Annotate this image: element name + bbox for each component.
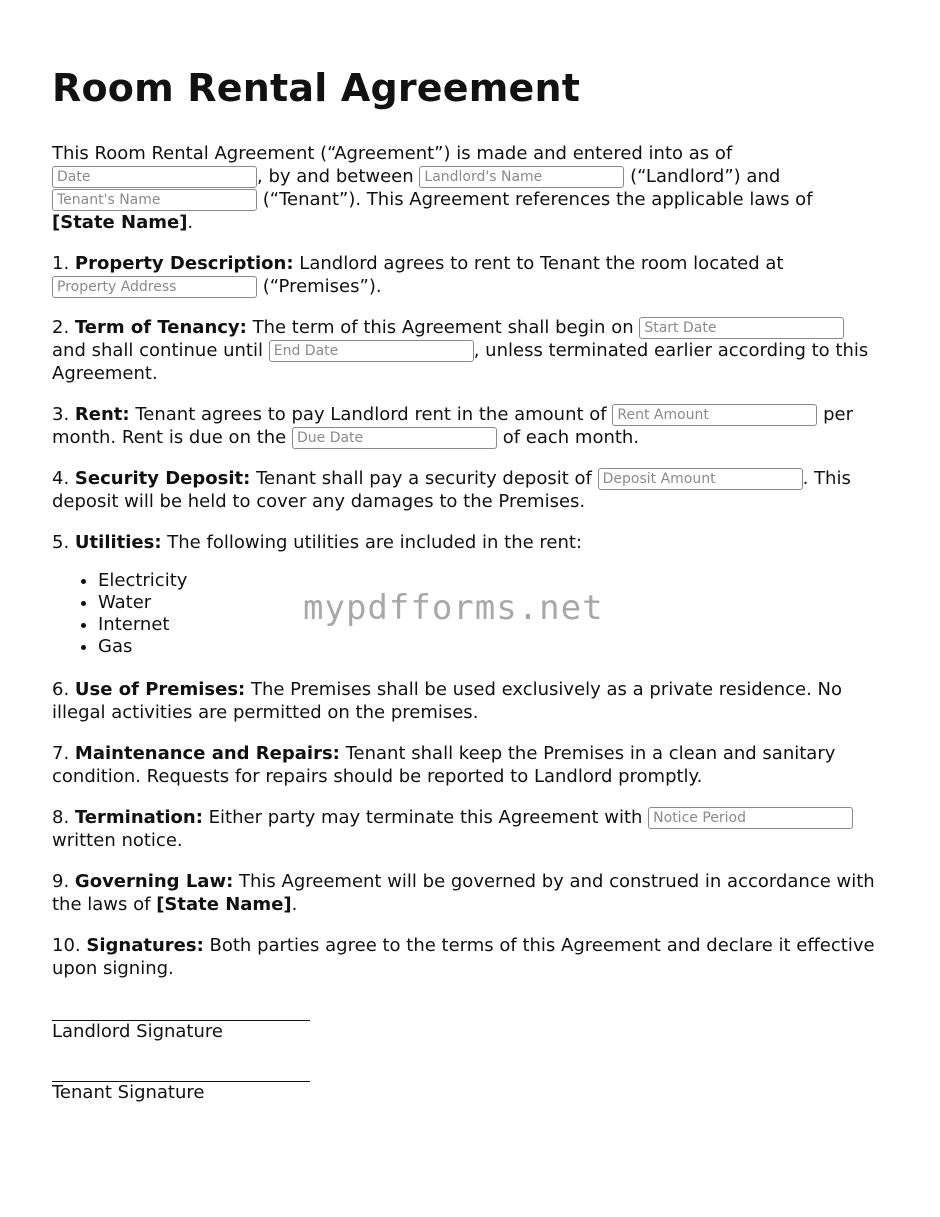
section-text: Tenant shall pay a security deposit of [256,468,592,489]
section-text: Landlord agrees to rent to Tenant the room located at [299,253,784,274]
section-rent [52,403,892,449]
section-text: . This deposit will be held to cover any damages to the Premises. [52,468,851,512]
section-signatures [52,934,892,980]
section-term-of-tenancy [52,316,892,385]
section-text: (“Premises”). [262,276,382,297]
section-heading: Termination: [74,807,203,828]
section-heading: Property Description: [74,253,294,274]
section-heading: Utilities: [74,532,162,553]
intro-text-5: . [187,212,194,233]
section-heading: Rent: [74,404,130,425]
section-maintenance [52,742,892,788]
list-item: • Water [98,592,892,614]
section-heading: Maintenance and Repairs: [74,743,340,764]
section-termination [52,806,892,852]
section-text: The following utilities are included in the rent: [167,532,583,553]
section-number: 4. [52,468,70,489]
section-heading: Signatures: [86,935,204,956]
list-item: • Gas [98,636,892,658]
section-text: per month. Rent is due on the [52,404,854,448]
section-property-description [52,252,892,298]
section-text: The Premises shall be used exclusively as a private residence. No illegal activities are permitted on the premises. [52,679,843,723]
tenant-signature-label: Tenant Signature [52,1082,205,1103]
section-heading: Term of Tenancy: [74,317,247,338]
landlord-name-field[interactable] [419,166,624,188]
section-heading: Governing Law: [74,871,234,892]
date-field[interactable] [52,166,257,188]
section-text: Tenant shall keep the Premises in a clean and sanitary condition. Requests for repairs should be reported to Landlord promptly. [52,743,836,787]
section-number: 9. [52,871,70,892]
tenant-signature-line[interactable] [52,1061,310,1082]
start-date-field[interactable] [639,317,844,339]
intro-text-3: (“Landlord”) and [630,166,781,187]
section-security-deposit [52,467,892,513]
section-utilities [52,531,892,554]
section-text: . [291,894,298,915]
tenant-name-field[interactable] [52,189,257,211]
landlord-signature-block [52,1000,892,1043]
section-text: Either party may terminate this Agreement with [208,807,643,828]
section-text: , unless terminated earlier according to this Agreement. [52,340,869,384]
section-number: 8. [52,807,70,828]
landlord-signature-label: Landlord Signature [52,1021,223,1042]
section-number: 1. [52,253,70,274]
section-governing-law [52,870,892,916]
intro-state-name: [State Name] [52,212,188,233]
list-item: • Electricity [98,570,892,592]
governing-state-name: [State Name] [156,894,292,915]
section-text: Tenant agrees to pay Landlord rent in the amount of [135,404,607,425]
watermark: mypdfforms.net [303,588,604,628]
tenant-signature-block [52,1061,892,1104]
landlord-signature-line[interactable] [52,1000,310,1021]
section-text: of each month. [502,427,640,448]
page-title: Room Rental Agreement [52,66,581,110]
list-item: • Internet [98,614,892,636]
property-address-field[interactable] [52,276,257,298]
section-text: Both parties agree to the terms of this Agreement and declare it effective upon signing. [52,935,875,979]
end-date-field[interactable] [269,340,474,362]
section-heading: Security Deposit: [74,468,251,489]
section-number: 10. [52,935,81,956]
intro-paragraph [52,142,892,234]
section-number: 5. [52,532,70,553]
section-text: The term of this Agreement shall begin on [252,317,634,338]
section-text: and shall continue until [52,340,263,361]
section-use-of-premises [52,678,892,724]
section-text: written notice. [52,830,183,851]
section-number: 3. [52,404,70,425]
section-text: This Agreement will be governed by and construed in accordance with the laws of [52,871,875,915]
section-number: 7. [52,743,70,764]
intro-text-4: (“Tenant”). This Agreement references the applicable laws of [262,189,813,210]
rent-amount-field[interactable] [612,404,817,426]
section-number: 2. [52,317,70,338]
notice-period-field[interactable] [648,807,853,829]
due-date-field[interactable] [292,427,497,449]
section-heading: Use of Premises: [74,679,246,700]
intro-text-1: This Room Rental Agreement (“Agreement”) is made and entered into as of [52,143,733,164]
section-number: 6. [52,679,70,700]
intro-text-2: , by and between [257,166,414,187]
deposit-amount-field[interactable] [598,468,803,490]
